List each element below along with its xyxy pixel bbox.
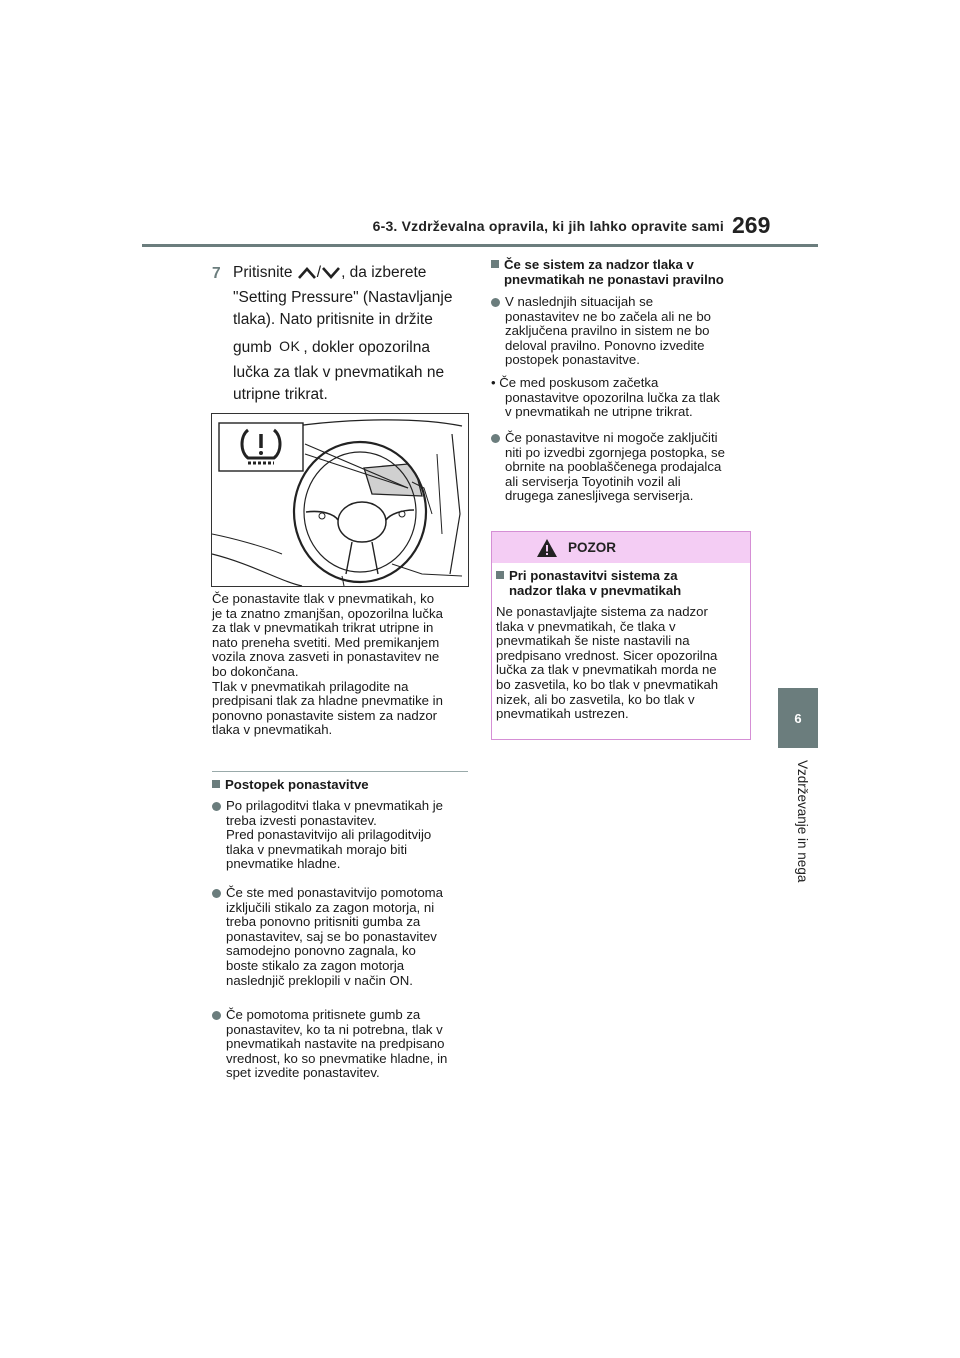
step-number: 7 xyxy=(212,265,221,282)
text-line: vrednost, ko so pnevmatike hladne, in xyxy=(226,1050,448,1066)
text-line: Če pomotoma pritisnete gumb za xyxy=(226,1007,421,1022)
text-line: ponastavitev, saj se bo ponastavitev xyxy=(226,928,437,944)
chapter-label: Vzdrževanje in nega xyxy=(795,760,810,883)
dashboard-illustration xyxy=(211,413,469,587)
chevron-down-icon xyxy=(321,266,341,280)
step-text: , dokler opozorilna xyxy=(303,339,430,356)
section-title: 6-3. Vzdrževalna opravila, ki jih lahko opravite sami xyxy=(372,218,724,234)
circle-bullet-icon xyxy=(212,889,221,898)
text-line: Če ponastavitve ni mogoče zaključiti xyxy=(505,430,718,445)
text-line: samodejno ponovno zagnala, ko xyxy=(226,943,416,959)
text-line: predpisano vrednost. Sicer opozorilna xyxy=(496,647,718,663)
text-line: bo dokončana. xyxy=(212,663,299,679)
heading-text: Če se sistem za nadzor tlaka v xyxy=(504,257,694,272)
page-number: 269 xyxy=(732,212,771,238)
square-bullet-icon xyxy=(496,571,504,579)
header-divider xyxy=(142,244,818,247)
step-text: Pritisnite xyxy=(233,264,293,281)
step-text: , da izberete xyxy=(341,264,427,281)
text-line: vozila znova zasveti in ponastavitev ne xyxy=(212,649,440,665)
section-divider xyxy=(212,771,468,772)
text-line: boste stikalo za zagon motorja xyxy=(226,957,405,973)
caution-heading xyxy=(496,568,746,598)
text-line: nizek, ali bo zasvetila, ko bo tlak v xyxy=(496,691,695,707)
text-line: pnevmatikah še niste nastavili na xyxy=(496,633,690,649)
text-line: Če ste med ponastavitvijo pomotoma xyxy=(226,885,443,900)
step-text: gumb xyxy=(233,339,272,356)
text-line: spet izvedite ponastavitev. xyxy=(226,1065,380,1081)
text-line: lučka za tlak v pnevmatikah morda ne xyxy=(496,662,717,678)
step-line-4 xyxy=(233,339,430,357)
text-line: za tlak v pnevmatikah trikrat utripne in xyxy=(212,620,434,636)
text-line: drugega zanesljivega serviserja. xyxy=(505,488,694,504)
text-line: ponastavitev ne bo začela ali ne bo xyxy=(505,308,712,324)
caution-title: POZOR xyxy=(568,540,617,555)
heading-text: nadzor tlaka v pnevmatikah xyxy=(509,583,682,598)
ok-button-icon: OK xyxy=(279,337,301,354)
text-line: postopek ponastavitve. xyxy=(505,352,640,368)
warning-triangle-icon xyxy=(536,538,558,558)
text-line: niti po izvedbi zgornjega postopka, se xyxy=(505,444,725,460)
text-line: ponastavitve opozorilna lučka za tlak xyxy=(505,389,720,405)
text-line: nato preneha svetiti. Med premikanjem xyxy=(212,634,440,650)
text-line: Ne ponastavljajte sistema za nadzor xyxy=(496,604,708,619)
circle-bullet-icon xyxy=(491,298,500,307)
step-separator: / xyxy=(316,264,322,281)
caution-box xyxy=(491,531,751,740)
text-line: zaključena pravilno in sistem ne bo xyxy=(505,323,710,339)
heading-text: Postopek ponastavitve xyxy=(225,777,369,792)
text-line: predpisani tlak za hladne pnevmatike in xyxy=(212,693,443,709)
text-line: obrnite na pooblaščenega prodajalca xyxy=(505,459,722,475)
text-line: V naslednjih situacijah se xyxy=(505,294,654,309)
text-line: tlaka v pnevmatikah, če tlaka v xyxy=(496,618,676,634)
chevron-up-icon xyxy=(297,266,317,280)
text-line: treba ponovno pritisniti gumba za xyxy=(226,914,421,930)
text-line: tlaka v pnevmatikah. xyxy=(212,722,333,738)
step-line-5: lučka za tlak v pnevmatikah ne xyxy=(233,364,445,381)
text-line: je ta znatno zmanjšan, opozorilna lučka xyxy=(212,605,443,621)
text-line: Po prilagoditvi tlaka v pnevmatikah je xyxy=(226,798,443,813)
text-line: izključili stikalo za zagon motorja, ni xyxy=(226,899,435,915)
text-line: pnevmatikah nastavite na predpisano xyxy=(226,1036,445,1052)
text-line: deloval pravilno. Ponovno izvedite xyxy=(505,337,705,353)
text-line: ponastavitev, ko ta ni potrebna, tlak v xyxy=(226,1021,443,1037)
fail-section-heading xyxy=(491,257,753,287)
caution-body xyxy=(496,605,748,722)
step-line-3: tlaka). Nato pritisnite in držite xyxy=(233,311,433,328)
text-line: treba izvesti ponastavitev. xyxy=(226,812,377,828)
text-line: Pred ponastavitvijo ali prilagoditvijo xyxy=(226,827,432,843)
reset-note-paragraph xyxy=(212,592,468,738)
text-line: ponovno ponastavite sistem za nadzor xyxy=(212,707,438,723)
square-bullet-icon xyxy=(491,260,499,268)
text-line: Če ponastavite tlak v pnevmatikah, ko xyxy=(212,591,435,606)
reset-section-heading xyxy=(212,777,369,792)
caution-header xyxy=(492,532,750,563)
tire-pressure-warning-icon xyxy=(218,422,304,472)
circle-bullet-icon xyxy=(212,802,221,811)
fail-sub-bullet xyxy=(491,376,753,420)
text-line: Tlak v pnevmatikah prilagodite na xyxy=(212,678,409,694)
text-line: pnevmatikah ustrezen. xyxy=(496,706,629,722)
text-line: tlaka v pnevmatikah morajo biti xyxy=(226,841,408,857)
text-line: naslednjič preklopili v način ON. xyxy=(226,972,413,988)
text-line: v pnevmatikah ne utripne trikrat. xyxy=(505,404,693,420)
circle-bullet-icon xyxy=(212,1011,221,1020)
heading-text: Pri ponastavitvi sistema za xyxy=(509,568,678,583)
text-line: • Če med poskusom začetka xyxy=(491,375,659,390)
square-bullet-icon xyxy=(212,780,220,788)
text-line: pnevmatike hladne. xyxy=(226,856,341,872)
step-line-2: "Setting Pressure" (Nastavljanje xyxy=(233,289,453,306)
chapter-tab[interactable]: 6 xyxy=(778,688,818,748)
heading-text: pnevmatikah ne ponastavi pravilno xyxy=(504,272,724,287)
text-line: bo zasvetila, ko bo tlak v pnevmatikah xyxy=(496,676,719,692)
step-line-6: utripne trikrat. xyxy=(233,386,328,403)
text-line: ali serviserja Toyotinih vozil ali xyxy=(505,473,681,489)
circle-bullet-icon xyxy=(491,434,500,443)
step-line-1 xyxy=(233,264,426,282)
